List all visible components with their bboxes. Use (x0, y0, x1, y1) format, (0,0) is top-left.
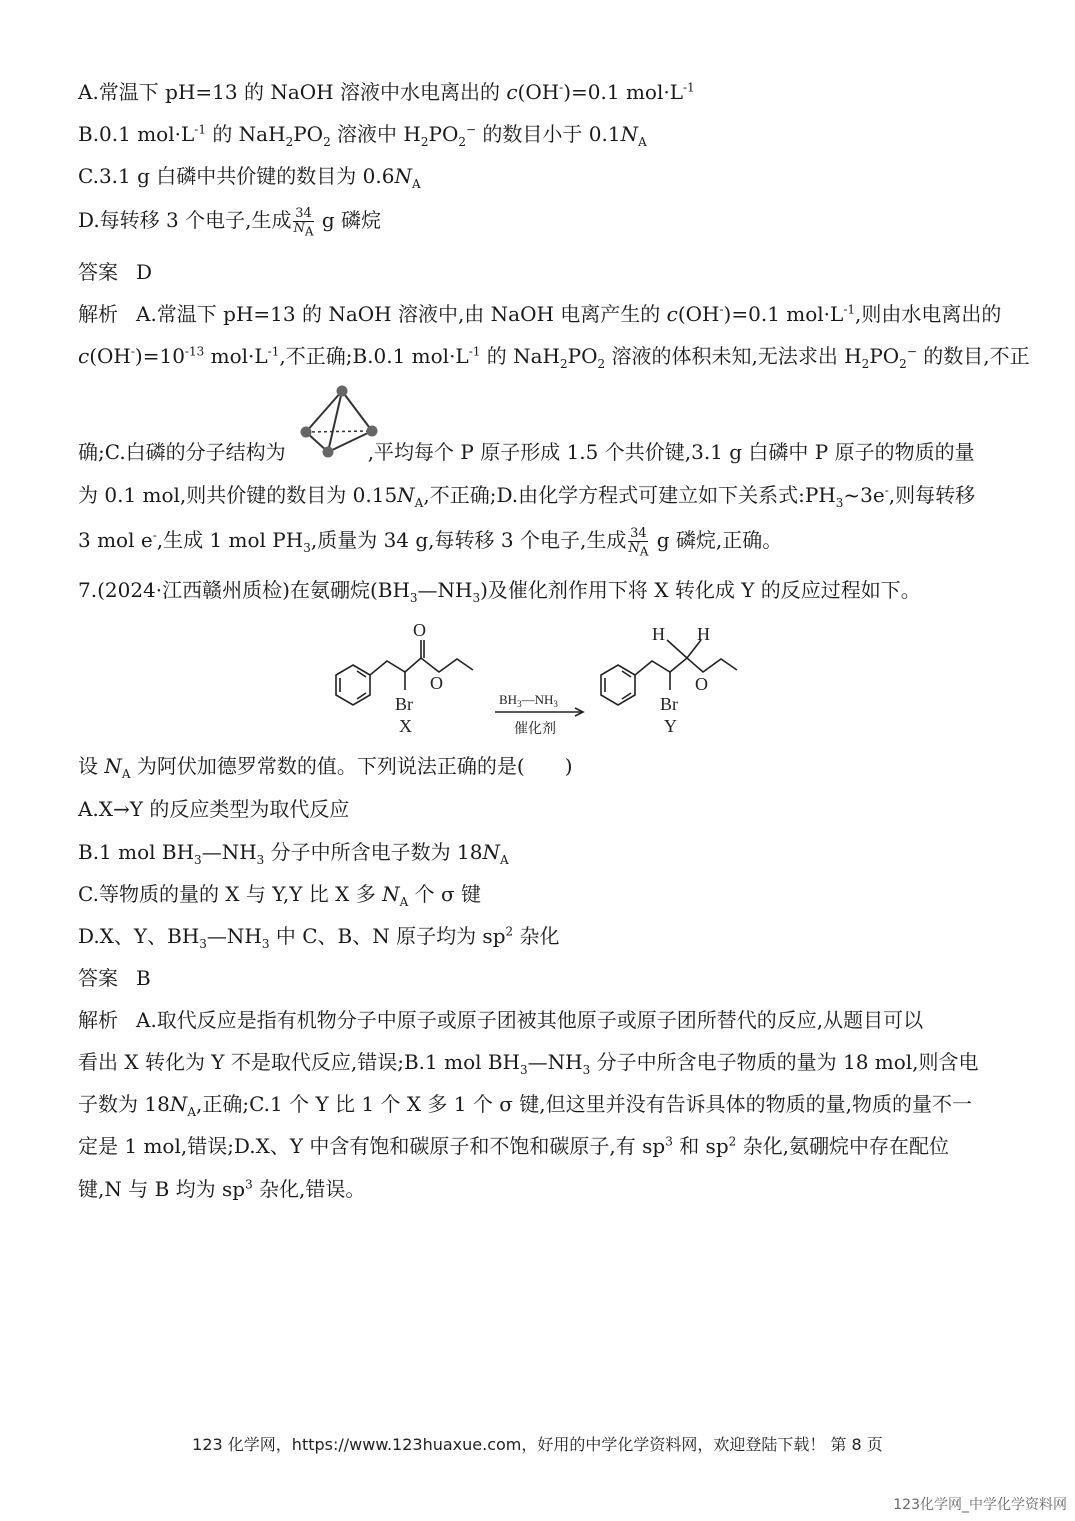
y-hydrogen-2: H (697, 624, 710, 644)
q7-option-d: D.X、Y、$BH_3—NH_3$ 中 C、B、N 原子均为 $sp^2$ 杂化 (78, 924, 560, 951)
reaction-scheme (325, 614, 765, 746)
q7-option-a: A.X→Y 的反应类型为取代反应 (78, 797, 350, 821)
y-label: Y (664, 716, 677, 736)
q7-option-b: B.1 mol $BH_3—NH_3$ 分子中所含电子数为 $18N_A$ (78, 840, 509, 867)
fraction: $\frac{34}{N_A}$ (628, 526, 649, 559)
q6-option-b: B.0.1 $mol\cdot L^{-1}$ 的 $NaH_2PO_2$ 溶液中 $H_2PO_2^-$ 的数目小于 $0.1N_A$ (78, 122, 647, 149)
q6-analysis-line-5: 3 mol e-,生成 1 mol $PH_3$,质量为 34 g,每转移 3 个电子,生成 $\frac{34}{N_A}$ g 磷烷,正确。 (78, 526, 783, 559)
reagent-label: $BH_3—NH_3$ (499, 692, 558, 709)
q7-analysis-line-5: 键,N 与 B 均为 $sp^3$ 杂化,错误。 (78, 1177, 366, 1201)
y-bromine: Br (660, 694, 678, 714)
q7-analysis-line-2: 看出 X 转化为 Y 不是取代反应,错误;B.1 mol $BH_3—NH_3$ 分子中所含电子物质的量为 18 mol,则含电 (78, 1050, 979, 1077)
q6-analysis-line-3: 确;C.白磷的分子结构为 ,平均每个 P 原子形成 1.5 个共价键,3.1 g 白磷中 P 原子的物质的量 (78, 440, 975, 464)
x-label: X (399, 716, 412, 736)
q6-option-d: D.每转移 3 个电子,生成 $\frac{34}{N_A}$ g 磷烷 (78, 206, 382, 239)
q6-analysis-line-1: 解析 A.常温下 pH=13 的 NaOH 溶液中,由 NaOH 电离产生的 c(OH-)=0.1 $mol\cdot L^{-1}$,则由水电离出的 (78, 302, 1002, 326)
q6-analysis-line-2: $c(OH^-)=10^{-13}$ $mol\cdot L^{-1}$,不正确;B.0.1 $mol\cdot L^{-1}$ 的 $NaH_2PO_2$ 溶液的体积未知,无法求出 $H_2PO_2^-$ 的数目,不正 (78, 344, 1030, 371)
q7-stem: 7.(2024·江西赣州质检)在氨硼烷$(BH_3—NH_3)$及催化剂作用下将 X 转化成 Y 的反应过程如下。 (78, 578, 921, 605)
q6-analysis-line-4: 为 0.1 mol,则共价键的数目为 $0.15N_A$,不正确;D.由化学方程式可建立如下关系式$:PH_3\sim 3e^-$,则每转移 (78, 483, 976, 510)
q7-analysis-line-1: 解析 A.取代反应是指有机物分子中原子或原子团被其他原子或原子团所替代的反应,从题目可以 (78, 1008, 924, 1032)
q6-option-a: A.常温下 pH=13 的 NaOH 溶液中水电离出的 c(OH-)=0.1 $mol\cdot L^{-1}$ (78, 80, 695, 104)
q7-answer: 答案 B (78, 966, 151, 990)
x-ester-oxygen: O (430, 673, 443, 693)
fraction: $\frac{34}{N_A}$ (293, 206, 314, 239)
q7-question: 设 $N_A$ 为阿伏加德罗常数的值。下列说法正确的是( ) (78, 754, 573, 781)
page-footer: 123 化学网，https://www.123huaxue.com，好用的中学化学资料网，欢迎登陆下载！ 第 8 页 (192, 1435, 883, 1454)
catalyst-label: 催化剂 (514, 722, 556, 737)
x-carbonyl-oxygen: O (413, 620, 426, 640)
y-hydrogen-1: H (652, 624, 665, 644)
q7-analysis-line-4: 定是 1 mol,错误;D.X、Y 中含有饱和碳原子和不饱和碳原子,有 $sp^3$ 和 $sp^2$ 杂化,氨硼烷中存在配位 (78, 1134, 949, 1158)
q6-answer: 答案 D (78, 260, 153, 284)
q7-analysis-line-3: 子数为 $18N_A$,正确;C.1 个 Y 比 1 个 X 多 1 个 σ 键,但这里并没有告诉具体的物质的量,物质的量不一 (78, 1092, 972, 1119)
x-bromine: Br (395, 694, 413, 714)
watermark: 123化学网_中学化学资料网 (893, 1497, 1067, 1513)
q6-option-c: C.3.1 g 白磷中共价键的数目为 $0.6N_A$ (78, 164, 421, 191)
y-ether-oxygen: O (695, 674, 708, 694)
q7-option-c: C.等物质的量的 X 与 Y,Y 比 X 多 $N_A$ 个 σ 键 (78, 882, 482, 909)
